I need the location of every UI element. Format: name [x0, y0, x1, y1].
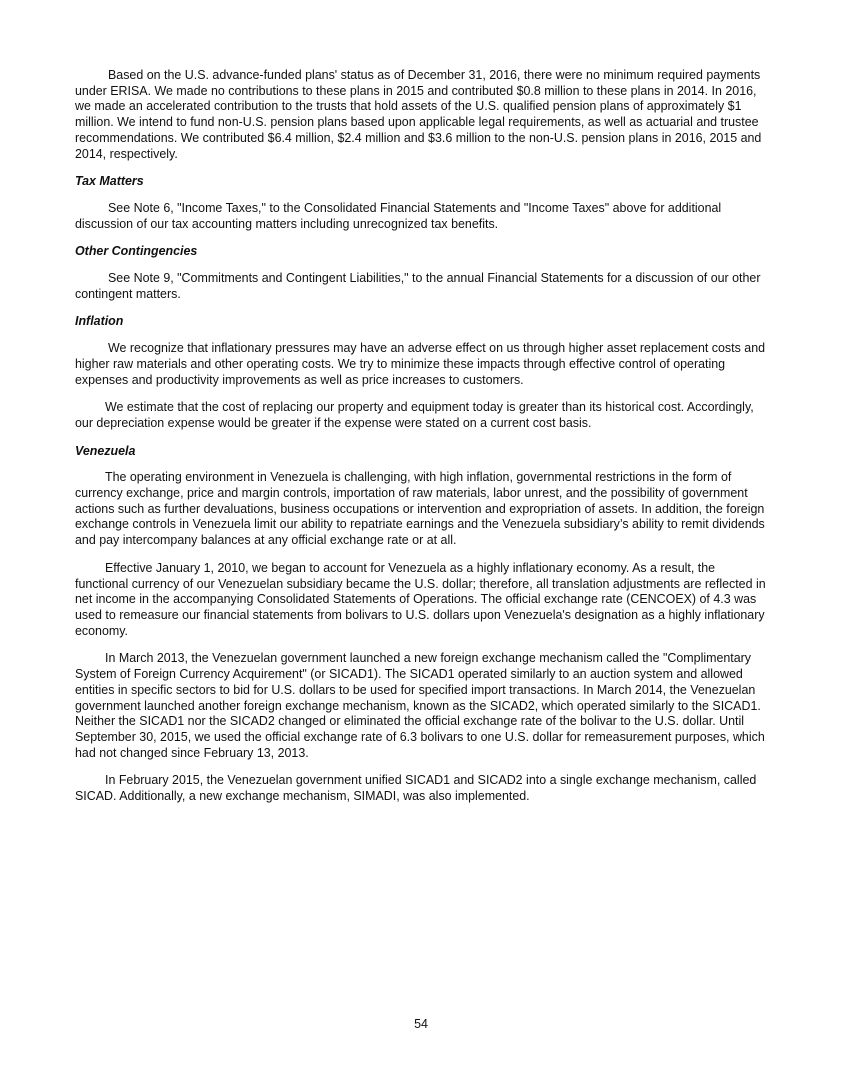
pension-paragraph: Based on the U.S. advance-funded plans' status as of December 31, 2016, there were no minimum required payments under ERISA. We made no contributions to these plans in 2015 and contributed $0.8 million to these plans in 2014. In 2016, we made an accelerated contribution to the trusts that hold assets of the U.S. qualified pension plans of approximately $1 million. We intend to fund non-U.S. pension plans based upon applicable legal requirements, as well as actuarial and trustee recommendations. We contributed $6.4 million, $2.4 million and $3.6 million to the non-U.S. pension plans in 2016, 2015 and 2014, respectively. — [75, 68, 762, 161]
other-contingencies-heading: Other Contingencies — [75, 244, 198, 259]
venezuela-paragraph-4: In February 2015, the Venezuelan government unified SICAD1 and SICAD2 into a single exchange mechanism, called SICAD. Additionally, a new exchange mechanism, SIMADI, was also implemented. — [75, 773, 757, 804]
venezuela-paragraph-2: Effective January 1, 2010, we began to account for Venezuela as a highly inflationary economy. As a result, the functional currency of our Venezuelan subsidiary became the U.S. dollar; therefore, all translation adjustments are reflected in net income in the accompanying Consolidated Statements of Operations. The official exchange rate (CENCOEX) of 4.3 was used to remeasure our financial statements from bolivars to U.S. dollars upon Venezuela's designation as a highly inflationary economy. — [75, 560, 766, 638]
venezuela-paragraph-1: The operating environment in Venezuela is challenging, with high inflation, governmental restrictions in the form of currency exchange, price and margin controls, importation of raw materials, labor unrest, and the possibility of government actions such as further devaluations, business occupations or intervention and expropriation of assets. In addition, the foreign exchange controls in Venezuela limit our ability to repatriate earnings and the Venezuela subsidiary’s ability to remit dividends and pay intercompany balances at any official exchange rate or at all. — [75, 470, 765, 548]
inflation-paragraph-1: We recognize that inflationary pressures may have an adverse effect on us through higher asset replacement costs and higher raw materials and other operating costs. We try to minimize these impacts through effective control of operating expenses and productivity improvements as well as price increases to customers. — [75, 341, 766, 387]
inflation-paragraph-2: We estimate that the cost of replacing our property and equipment today is greater than its historical cost. Accordingly, our depreciation expense would be greater if the expense were stated on a current cost basis. — [75, 400, 754, 430]
inflation-heading: Inflation — [75, 314, 124, 329]
page-number: 54 — [414, 1017, 428, 1031]
venezuela-heading: Venezuela — [75, 443, 136, 458]
tax-matters-heading: Tax Matters — [75, 174, 144, 189]
venezuela-paragraph-3: In March 2013, the Venezuelan government launched a new foreign exchange mechanism called the "Complimentary System of Foreign Currency Acquirement" (or SICAD1). The SICAD1 operated similarly to an auction system and allowed entities in specific sectors to bid for U.S. dollars to be used for specified import transactions. In March 2014, the Venezuelan government launched another foreign exchange mechanism, known as the SICAD2, which operated similarly to the SICAD1. Neither the SICAD1 nor the SICAD2 changed or eliminated the official exchange rate of the bolivar to the U.S. dollar. Until September 30, 2015, we used the official exchange rate of 6.3 bolivars to one U.S. dollar for remeasurement purposes, which had not changed since February 13, 2013. — [75, 651, 765, 760]
other-contingencies-paragraph: See Note 9, "Commitments and Contingent Liabilities," to the annual Financial Statements for a discussion of our other contingent matters. — [75, 271, 761, 301]
tax-matters-paragraph: See Note 6, "Income Taxes," to the Consolidated Financial Statements and "Income Taxes" above for additional discussion of our tax accounting matters including unrecognized tax benefits. — [75, 200, 722, 231]
document-page — [75, 68, 768, 817]
